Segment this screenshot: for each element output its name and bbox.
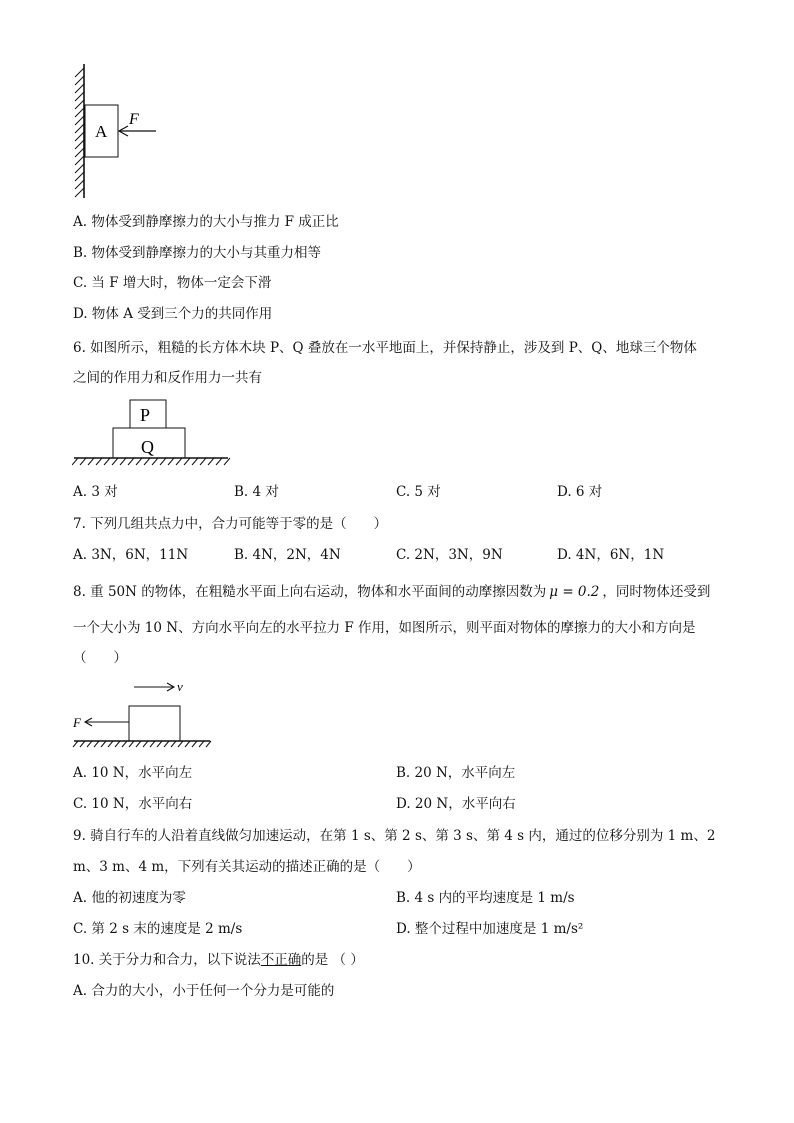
q7-option-c[interactable]: C. 2N，3N，9N [396, 547, 503, 563]
q6-option-b[interactable]: B. 4 对 [234, 484, 279, 500]
figure-stacked-blocks [72, 398, 232, 468]
q7-option-a[interactable]: A. 3N，6N，11N [73, 547, 189, 563]
q7-stem: 7. 下列几组共点力中，合力可能等于零的是（ ） [73, 516, 388, 532]
q5-option-a[interactable]: A. 物体受到静摩擦力的大小与推力 F 成正比 [73, 214, 339, 230]
velocity-label: v [177, 679, 183, 694]
figure-block-with-force [70, 676, 220, 750]
velocity-arrow [134, 683, 174, 691]
ground-hatching-q8 [73, 741, 211, 747]
q8-option-b[interactable]: B. 20 N，水平向左 [396, 765, 516, 781]
mu-expression: μ = 0.2 [549, 584, 600, 600]
q9-option-b[interactable]: B. 4 s 内的平均速度是 1 m/s [396, 890, 575, 906]
q5-option-d[interactable]: D. 物体 A 受到三个力的共同作用 [73, 306, 273, 322]
q8-option-a[interactable]: A. 10 N，水平向左 [73, 765, 193, 781]
q9-option-d[interactable]: D. 整个过程中加速度是 1 m/s² [396, 921, 584, 937]
q8-stem-line3: （ ） [73, 650, 127, 666]
q10-option-a[interactable]: A. 合力的大小，小于任何一个分力是可能的 [73, 983, 335, 999]
q10-stem-part2: 的是 （ ） [301, 952, 364, 968]
q8-stem-line1 [73, 582, 710, 602]
q6-option-c[interactable]: C. 5 对 [396, 484, 441, 500]
ground-hatching [72, 458, 230, 465]
block-q-label: Q [141, 437, 154, 457]
q6-option-d[interactable]: D. 6 对 [557, 484, 603, 500]
q9-option-a[interactable]: A. 他的初速度为零 [73, 890, 186, 906]
q6-stem-line1: 6. 如图所示，粗糙的长方体木块 P、Q 叠放在一水平地面上，并保持静止，涉及到 P、Q、地球三个物体 [73, 340, 697, 356]
q9-option-c[interactable]: C. 第 2 s 末的速度是 2 m/s [73, 921, 243, 937]
q10-stem [73, 950, 364, 970]
block-p-label: P [140, 405, 151, 425]
q10-underlined-word: 不正确 [260, 952, 302, 968]
q7-option-b[interactable]: B. 4N，2N，4N [234, 547, 341, 563]
q6-stem-line2: 之间的作用力和反作用力一共有 [73, 370, 262, 386]
moving-block [129, 706, 180, 741]
pull-force-label: F [73, 715, 81, 730]
force-label: F [129, 111, 139, 128]
figure-block-against-wall [68, 64, 168, 200]
q8-option-d[interactable]: D. 20 N，水平向右 [396, 796, 516, 812]
q7-option-d[interactable]: D. 4N，6N，1N [557, 547, 665, 563]
q8-stem-part2: ，同时物体还受到 [602, 584, 711, 600]
block-a-label: A [95, 122, 108, 141]
q6-option-a[interactable]: A. 3 对 [73, 484, 118, 500]
q9-stem-line2: m、3 m、4 m，下列有关其运动的描述正确的是（ ） [73, 859, 421, 875]
q5-option-b[interactable]: B. 物体受到静摩擦力的大小与其重力相等 [73, 245, 322, 261]
pull-force-arrow [85, 718, 129, 726]
q5-option-c[interactable]: C. 当 F 增大时，物体一定会下滑 [73, 275, 272, 291]
q8-stem-part1: 8. 重 50N 的物体，在粗糙水平面上向右运动，物体和水平面间的动摩擦因数为 [73, 584, 547, 600]
q9-stem-line1: 9. 骑自行车的人沿着直线做匀加速运动，在第 1 s、第 2 s、第 3 s、第 4 s 内，通过的位移分别为 1 m、2 [73, 828, 716, 844]
q8-stem-line2: 一个大小为 10 N、方向水平向左的水平拉力 F 作用，如图所示，则平面对物体的摩擦力的大小和方向是 [73, 620, 696, 636]
q10-stem-part1: 10. 关于分力和合力，以下说法 [73, 952, 261, 968]
q8-option-c[interactable]: C. 10 N，水平向右 [73, 796, 193, 812]
wall-hatching [75, 64, 84, 198]
